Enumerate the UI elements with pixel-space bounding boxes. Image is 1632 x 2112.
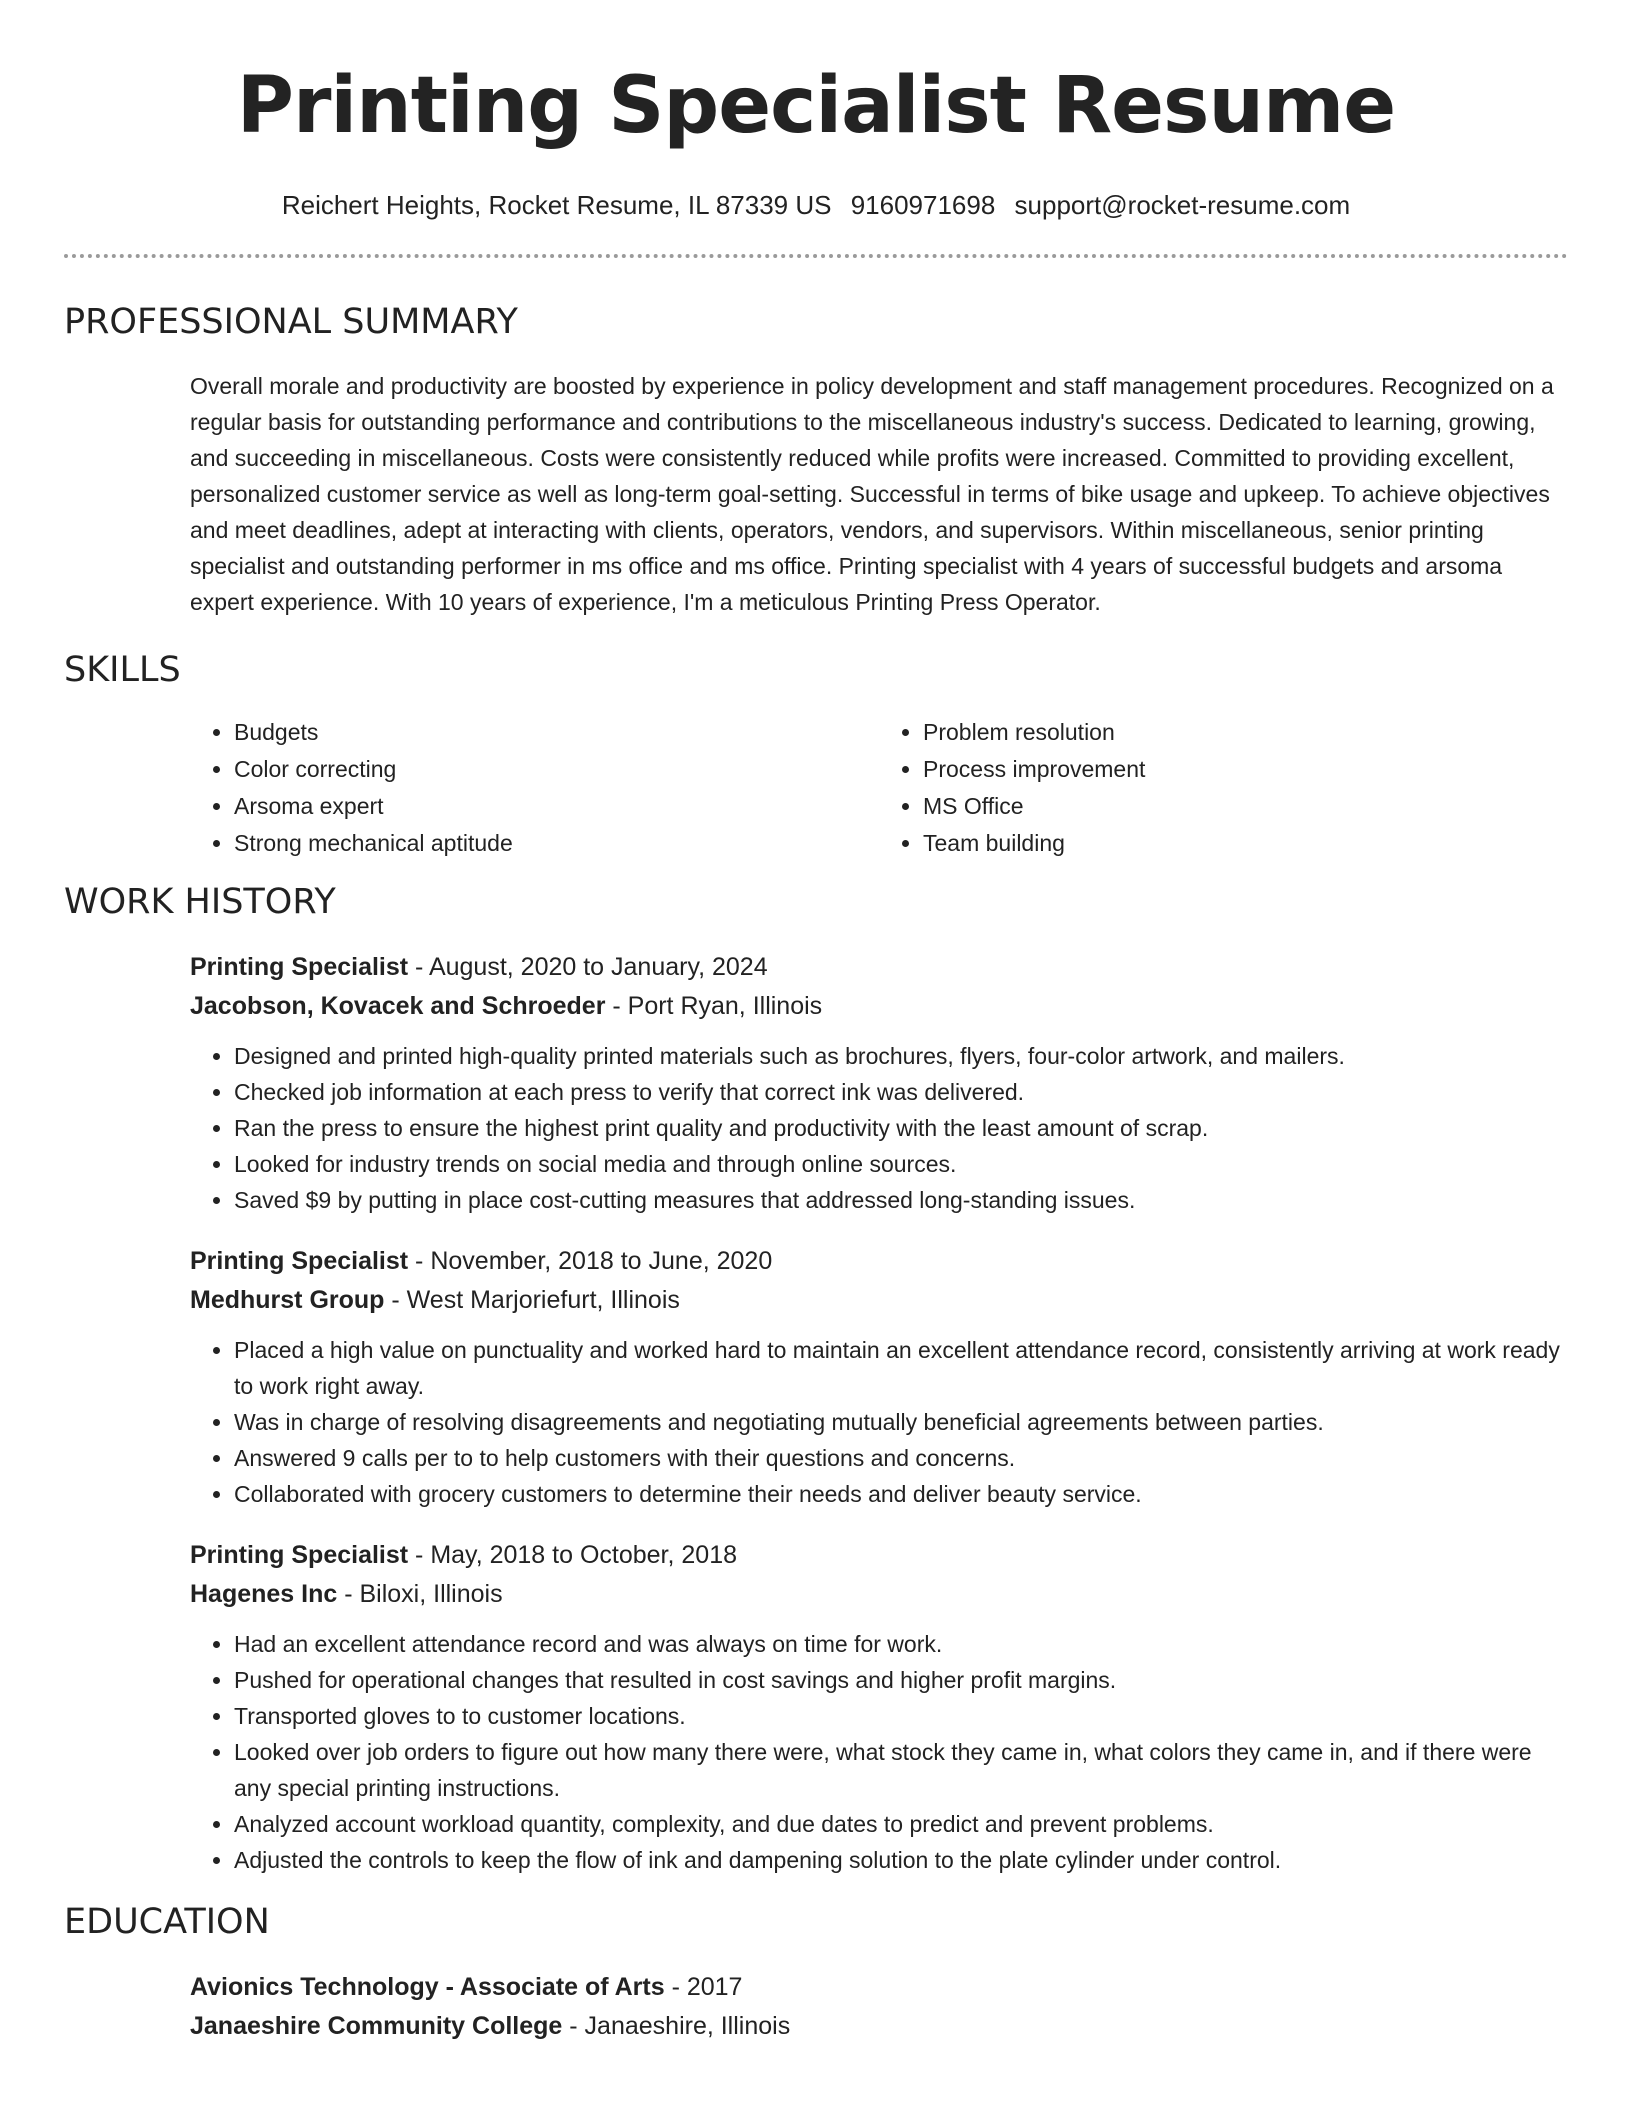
job-entry xyxy=(190,1536,1568,1878)
job-dates: - May, 2018 to October, 2018 xyxy=(408,1541,738,1569)
job-company: Jacobson, Kovacek and Schroeder xyxy=(190,992,606,1020)
job-bullet: • Pushed for operational changes that resulted in cost savings and higher profit margins. xyxy=(234,1662,1568,1698)
header-divider xyxy=(64,254,1568,258)
job-bullet: • Had an excellent attendance record and was always on time for work. xyxy=(234,1626,1568,1662)
contact-address: Reichert Heights, Rocket Resume, IL 87339 US xyxy=(281,190,832,220)
job-company-line xyxy=(190,1575,1568,1614)
education-section xyxy=(64,1900,1568,2046)
summary-heading: PROFESSIONAL SUMMARY xyxy=(64,302,518,342)
degree-name: Avionics Technology - Associate of Arts xyxy=(190,1973,665,2001)
job-bullet: • Was in charge of resolving disagreements and negotiating mutually beneficial agreements between parties. xyxy=(234,1404,1568,1440)
job-bullet: • Analyzed account workload quantity, complexity, and due dates to predict and prevent problems. xyxy=(234,1806,1568,1842)
job-bullet: • Collaborated with grocery customers to determine their needs and deliver beauty service. xyxy=(234,1476,1568,1512)
job-location: - Port Ryan, Illinois xyxy=(605,992,823,1020)
job-bullet: • Looked over job orders to figure out how many there were, what stock they came in, what colors they came in, and if there were any special printing instructions. xyxy=(234,1734,1568,1806)
skills-grid xyxy=(190,714,1568,862)
job-bullet: • Saved $9 by putting in place cost-cutting measures that addressed long-standing issues. xyxy=(234,1182,1568,1218)
job-location: - West Marjoriefurt, Illinois xyxy=(384,1286,680,1314)
skills-left-list xyxy=(190,714,879,862)
contact-email: support@rocket-resume.com xyxy=(1014,190,1351,220)
education-entry xyxy=(190,1968,1568,2046)
job-bullets xyxy=(190,1332,1568,1512)
job-title: Printing Specialist xyxy=(190,953,409,981)
skill-item: • Team building xyxy=(923,825,1568,862)
contact-phone: 9160971698 xyxy=(850,190,996,220)
skill-item: • Process improvement xyxy=(923,751,1568,788)
job-bullet: • Adjusted the controls to keep the flow of ink and dampening solution to the plate cylinder under control. xyxy=(234,1842,1568,1878)
skills-heading: SKILLS xyxy=(64,650,181,690)
job-location: - Biloxi, Illinois xyxy=(337,1580,503,1608)
school-location: - Janaeshire, Illinois xyxy=(562,2012,791,2040)
job-title-line xyxy=(190,1536,1568,1575)
job-bullet: • Designed and printed high-quality printed materials such as brochures, flyers, four-color artwork, and mailers. xyxy=(234,1038,1568,1074)
job-bullet: • Checked job information at each press to verify that correct ink was delivered. xyxy=(234,1074,1568,1110)
skill-item: • Color correcting xyxy=(234,751,879,788)
job-bullet: • Answered 9 calls per to to help customers with their questions and concerns. xyxy=(234,1440,1568,1476)
job-company: Medhurst Group xyxy=(190,1286,385,1314)
degree-year: - 2017 xyxy=(664,1973,743,2001)
job-bullet: • Ran the press to ensure the highest print quality and productivity with the least amount of scrap. xyxy=(234,1110,1568,1146)
skill-item: • Problem resolution xyxy=(923,714,1568,751)
skills-section xyxy=(64,648,1568,862)
job-dates: - August, 2020 to January, 2024 xyxy=(408,953,768,981)
job-bullets xyxy=(190,1626,1568,1878)
work-history-section xyxy=(64,880,1568,1878)
resume-title: Printing Specialist Resume xyxy=(236,61,1396,151)
job-company-line xyxy=(190,1281,1568,1320)
skill-item: • MS Office xyxy=(923,788,1568,825)
job-company: Hagenes Inc xyxy=(190,1580,338,1608)
job-company-line xyxy=(190,987,1568,1026)
job-entry xyxy=(190,948,1568,1218)
work-history-heading: WORK HISTORY xyxy=(64,882,336,922)
skill-item: • Strong mechanical aptitude xyxy=(234,825,879,862)
job-title: Printing Specialist xyxy=(190,1247,409,1275)
job-title-line xyxy=(190,948,1568,987)
job-bullets xyxy=(190,1038,1568,1218)
summary-section xyxy=(64,300,1568,620)
school-line xyxy=(190,2007,1568,2046)
job-dates: - November, 2018 to June, 2020 xyxy=(408,1247,773,1275)
job-bullet: • Placed a high value on punctuality and worked hard to maintain an excellent attendance record, consistently arriving at work ready to work right away. xyxy=(234,1332,1568,1404)
skill-item: • Arsoma expert xyxy=(234,788,879,825)
job-title: Printing Specialist xyxy=(190,1541,409,1569)
skill-item: • Budgets xyxy=(234,714,879,751)
education-heading: EDUCATION xyxy=(64,1902,270,1942)
degree-line xyxy=(190,1968,1568,2007)
job-bullet: • Looked for industry trends on social media and through online sources. xyxy=(234,1146,1568,1182)
summary-text: Overall morale and productivity are boosted by experience in policy development and staff management procedures. Recognized on a regular basis for outstanding performance and contributions to the miscellaneous industry's success. Dedicated to learning, growing, and succeeding in miscellaneous. Costs were consistently reduced while profits were increased. Committed to providing excellent, personalized customer service as well as long-term goal-setting. Successful in terms of bike usage and upkeep. To achieve objectives and meet deadlines, adept at interacting with clients, operators, vendors, and supervisors. Within miscellaneous, senior printing specialist and outstanding performer in ms office and ms office. Printing specialist with 4 years of successful budgets and arsoma expert experience. With 10 years of experience, I'm a meticulous Printing Press Operator. xyxy=(190,373,1554,615)
contact-line xyxy=(64,188,1568,222)
job-title-line xyxy=(190,1242,1568,1281)
skills-right-list xyxy=(879,714,1568,862)
job-bullet: • Transported gloves to to customer locations. xyxy=(234,1698,1568,1734)
school-name: Janaeshire Community College xyxy=(190,2012,563,2040)
job-entry xyxy=(190,1242,1568,1512)
